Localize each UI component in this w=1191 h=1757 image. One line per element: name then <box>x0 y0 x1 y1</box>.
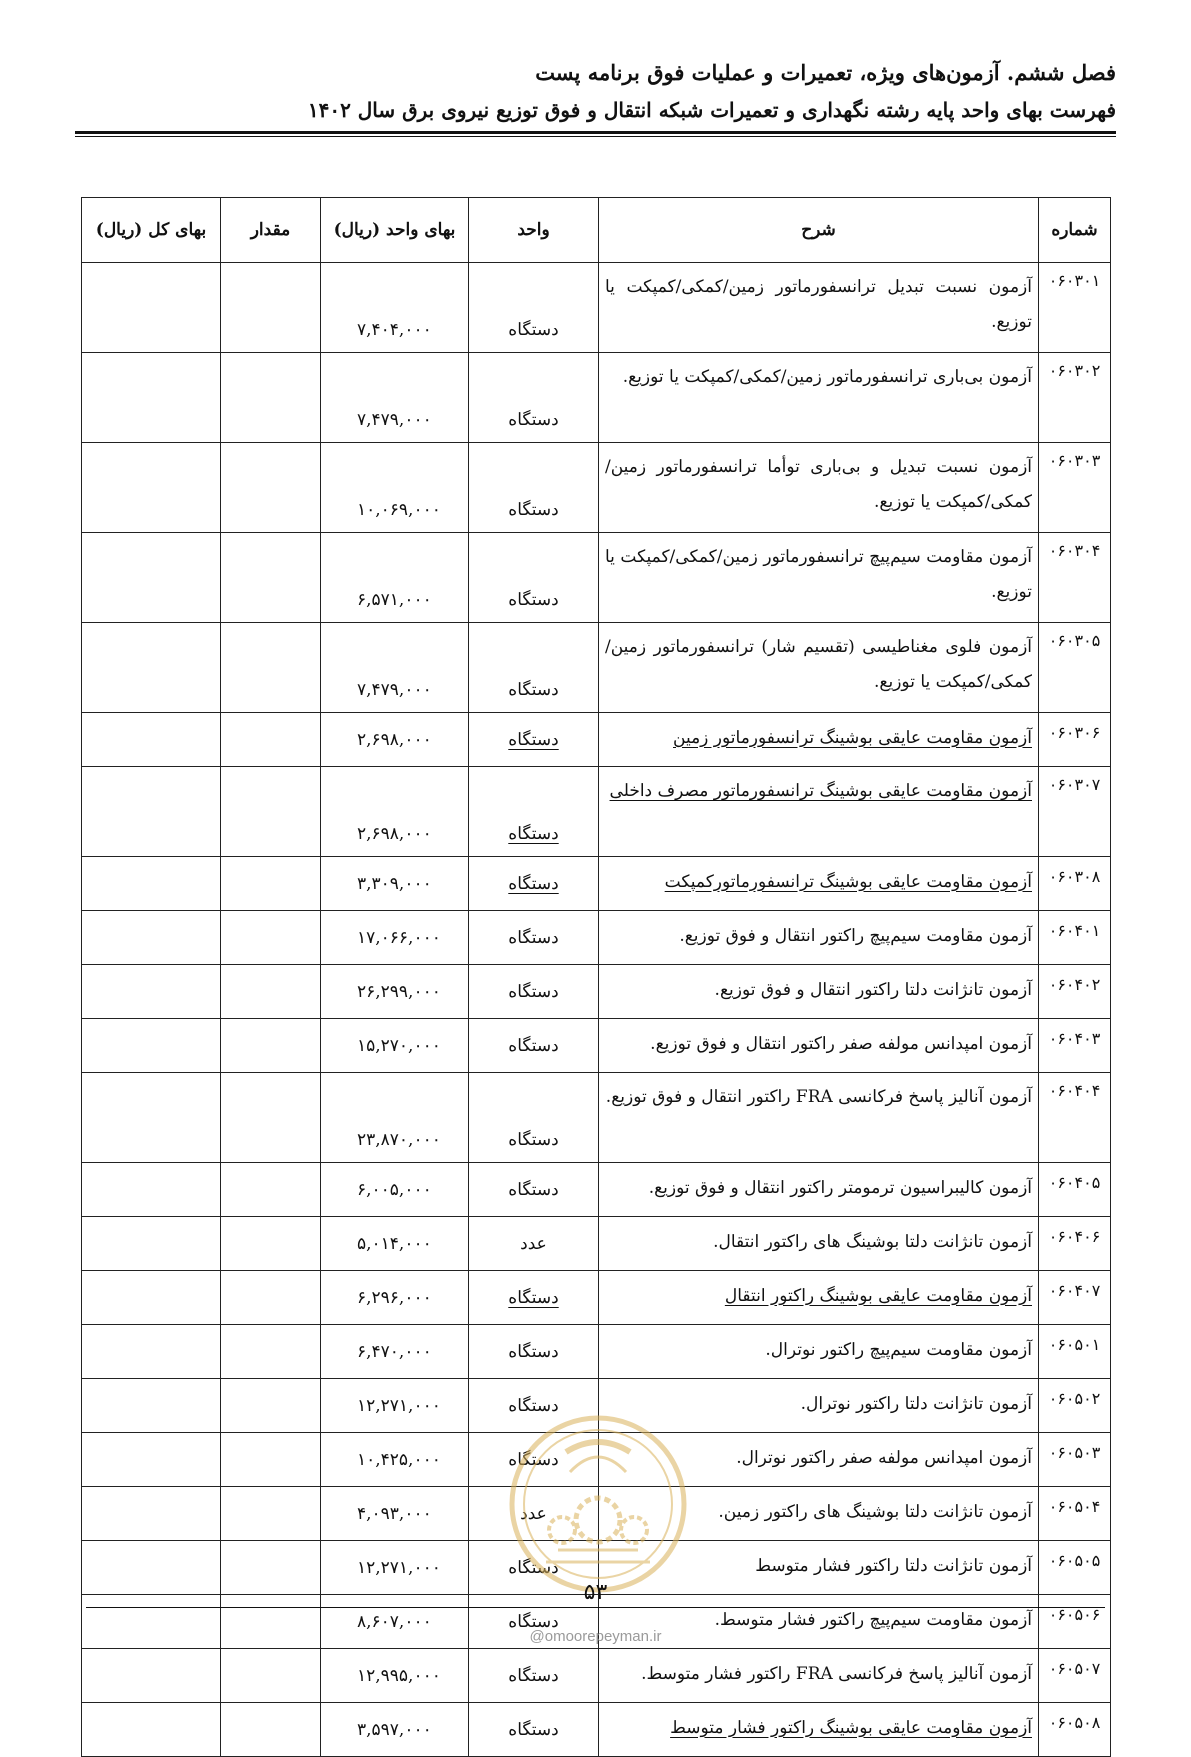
row-total-price <box>82 767 221 857</box>
col-header-quantity: مقدار <box>221 198 321 263</box>
row-code: ۰۶۰۵۰۳ <box>1039 1433 1111 1487</box>
row-total-price <box>82 1379 221 1433</box>
row-total-price <box>82 965 221 1019</box>
row-description: آزمون کالیبراسیون ترمومتر راکتور انتقال و فوق توزیع. <box>599 1163 1039 1217</box>
row-code: ۰۶۰۵۰۱ <box>1039 1325 1111 1379</box>
row-total-price <box>82 623 221 713</box>
row-code: ۰۶۰۳۰۴ <box>1039 533 1111 623</box>
row-quantity[interactable] <box>221 911 321 965</box>
row-quantity[interactable] <box>221 1163 321 1217</box>
row-unit: دستگاه <box>469 713 599 767</box>
row-description: آزمون امپدانس مولفه صفر راکتور انتقال و فوق توزیع. <box>599 1019 1039 1073</box>
table-row <box>82 353 1111 443</box>
row-unit: دستگاه <box>469 1433 599 1487</box>
col-header-number: شماره <box>1039 198 1111 263</box>
row-code: ۰۶۰۴۰۶ <box>1039 1217 1111 1271</box>
row-unit: دستگاه <box>469 1649 599 1703</box>
footer-rule <box>86 1607 1105 1608</box>
row-quantity[interactable] <box>221 713 321 767</box>
row-unit-price: ۱۰,۰۶۹,۰۰۰ <box>321 443 469 533</box>
row-code: ۰۶۰۴۰۴ <box>1039 1073 1111 1163</box>
row-unit: دستگاه <box>469 911 599 965</box>
row-unit-price: ۴,۰۹۳,۰۰۰ <box>321 1487 469 1541</box>
col-header-description: شرح <box>599 198 1039 263</box>
row-quantity[interactable] <box>221 533 321 623</box>
table-row <box>82 443 1111 533</box>
row-quantity[interactable] <box>221 1433 321 1487</box>
row-description: آزمون تانژانت دلتا راکتور انتقال و فوق توزیع. <box>599 965 1039 1019</box>
row-total-price <box>82 857 221 911</box>
row-total-price <box>82 1271 221 1325</box>
row-code: ۰۶۰۳۰۳ <box>1039 443 1111 533</box>
row-code: ۰۶۰۵۰۴ <box>1039 1487 1111 1541</box>
row-quantity[interactable] <box>221 965 321 1019</box>
row-unit: دستگاه <box>469 1163 599 1217</box>
row-total-price <box>82 1217 221 1271</box>
table-row <box>82 263 1111 353</box>
row-total-price <box>82 1703 221 1757</box>
row-unit-price: ۱۲,۹۹۵,۰۰۰ <box>321 1649 469 1703</box>
row-description: آزمون فلوی مغناطیسی (تقسیم شار) ترانسفورماتور زمین/کمکی/کمپکت یا توزیع. <box>599 623 1039 713</box>
row-code: ۰۶۰۵۰۷ <box>1039 1649 1111 1703</box>
row-unit-price: ۲,۶۹۸,۰۰۰ <box>321 713 469 767</box>
row-code: ۰۶۰۵۰۵ <box>1039 1541 1111 1595</box>
row-unit-price: ۱۵,۲۷۰,۰۰۰ <box>321 1019 469 1073</box>
row-description: آزمون مقاومت سیم‌پیچ راکتور انتقال و فوق توزیع. <box>599 911 1039 965</box>
row-unit-price: ۷,۴۰۴,۰۰۰ <box>321 263 469 353</box>
row-total-price <box>82 1649 221 1703</box>
row-total-price <box>82 1073 221 1163</box>
row-code: ۰۶۰۵۰۲ <box>1039 1379 1111 1433</box>
row-total-price <box>82 1163 221 1217</box>
col-header-unit-price: بهای واحد (ریال) <box>321 198 469 263</box>
row-total-price <box>82 443 221 533</box>
row-description: آزمون مقاومت عایقی بوشینگ راکتور فشار متوسط <box>599 1703 1039 1757</box>
col-header-total-price: بهای کل (ریال) <box>82 198 221 263</box>
row-total-price <box>82 263 221 353</box>
row-unit-price: ۱۲,۲۷۱,۰۰۰ <box>321 1379 469 1433</box>
table-row <box>82 713 1111 767</box>
row-description: آزمون بی‌باری ترانسفورماتور زمین/کمکی/کمپکت یا توزیع. <box>599 353 1039 443</box>
row-unit-price: ۶,۰۰۵,۰۰۰ <box>321 1163 469 1217</box>
row-description: آزمون مقاومت عایقی بوشینگ ترانسفورماتورکمپکت <box>599 857 1039 911</box>
row-code: ۰۶۰۵۰۸ <box>1039 1703 1111 1757</box>
row-quantity[interactable] <box>221 353 321 443</box>
row-unit-price: ۶,۵۷۱,۰۰۰ <box>321 533 469 623</box>
row-code: ۰۶۰۳۰۸ <box>1039 857 1111 911</box>
row-unit: دستگاه <box>469 623 599 713</box>
table-row <box>82 1649 1111 1703</box>
row-description: آزمون مقاومت عایقی بوشینگ ترانسفورماتور زمین <box>599 713 1039 767</box>
row-description: آزمون مقاومت سیم‌پیچ راکتور فشار متوسط. <box>599 1595 1039 1649</box>
row-total-price <box>82 533 221 623</box>
row-description: آزمون مقاومت عایقی بوشینگ ترانسفورماتور مصرف داخلی <box>599 767 1039 857</box>
table-row <box>82 1271 1111 1325</box>
row-unit-price: ۷,۴۷۹,۰۰۰ <box>321 353 469 443</box>
row-code: ۰۶۰۴۰۲ <box>1039 965 1111 1019</box>
row-unit: دستگاه <box>469 1325 599 1379</box>
col-header-unit: واحد <box>469 198 599 263</box>
header-rule-thin <box>75 136 1116 137</box>
row-unit-price: ۸,۶۰۷,۰۰۰ <box>321 1595 469 1649</box>
row-code: ۰۶۰۳۰۲ <box>1039 353 1111 443</box>
row-code: ۰۶۰۴۰۳ <box>1039 1019 1111 1073</box>
row-description: آزمون نسبت تبدیل ترانسفورماتور زمین/کمکی/کمپکت یا توزیع. <box>599 263 1039 353</box>
row-unit: دستگاه <box>469 263 599 353</box>
row-unit: دستگاه <box>469 1073 599 1163</box>
row-unit: دستگاه <box>469 1019 599 1073</box>
row-quantity[interactable] <box>221 1649 321 1703</box>
row-unit-price: ۱۷,۰۶۶,۰۰۰ <box>321 911 469 965</box>
row-unit-price: ۲,۶۹۸,۰۰۰ <box>321 767 469 857</box>
row-unit-price: ۲۳,۸۷۰,۰۰۰ <box>321 1073 469 1163</box>
row-description: آزمون مقاومت عایقی بوشینگ راکتور انتقال <box>599 1271 1039 1325</box>
row-code: ۰۶۰۳۰۷ <box>1039 767 1111 857</box>
row-total-price <box>82 911 221 965</box>
row-description: آزمون نسبت تبدیل و بی‌باری توأما ترانسفورماتور زمین/کمکی/کمپکت یا توزیع. <box>599 443 1039 533</box>
row-description: آزمون آنالیز پاسخ فرکانسی FRA راکتور انتقال و فوق توزیع. <box>599 1073 1039 1163</box>
row-description: آزمون تانژانت دلتا بوشینگ های راکتور انتقال. <box>599 1217 1039 1271</box>
row-unit-price: ۱۲,۲۷۱,۰۰۰ <box>321 1541 469 1595</box>
row-quantity[interactable] <box>221 1019 321 1073</box>
row-description: آزمون تانژانت دلتا بوشینگ های راکتور زمین. <box>599 1487 1039 1541</box>
row-code: ۰۶۰۵۰۶ <box>1039 1595 1111 1649</box>
row-quantity[interactable] <box>221 767 321 857</box>
row-unit-price: ۲۶,۲۹۹,۰۰۰ <box>321 965 469 1019</box>
page-number: ۵۳ <box>583 1580 608 1605</box>
row-quantity[interactable] <box>221 1703 321 1757</box>
row-code: ۰۶۰۳۰۶ <box>1039 713 1111 767</box>
row-unit: دستگاه <box>469 1271 599 1325</box>
table-row <box>82 1325 1111 1379</box>
row-unit: دستگاه <box>469 857 599 911</box>
row-code: ۰۶۰۴۰۵ <box>1039 1163 1111 1217</box>
table-row <box>82 911 1111 965</box>
row-quantity[interactable] <box>221 1487 321 1541</box>
table-row <box>82 623 1111 713</box>
row-unit-price: ۶,۴۷۰,۰۰۰ <box>321 1325 469 1379</box>
row-total-price <box>82 1019 221 1073</box>
row-total-price <box>82 1487 221 1541</box>
row-unit-price: ۳,۵۹۷,۰۰۰ <box>321 1703 469 1757</box>
table-row <box>82 1163 1111 1217</box>
table-row <box>82 1703 1111 1757</box>
row-unit: دستگاه <box>469 443 599 533</box>
row-description: آزمون آنالیز پاسخ فرکانسی FRA راکتور فشار متوسط. <box>599 1649 1039 1703</box>
row-code: ۰۶۰۴۰۷ <box>1039 1271 1111 1325</box>
chapter-title: فصل ششم. آزمون‌های ویژه، تعمیرات و عملیات فوق برنامه پست <box>535 60 1116 85</box>
document-title: فهرست بهای واحد پایه رشته نگهداری و تعمیرات شبکه انتقال و فوق توزیع نیروی برق سال ۱۴۰۲ <box>307 98 1116 122</box>
table-header-row <box>82 198 1111 263</box>
row-unit-price: ۶,۲۹۶,۰۰۰ <box>321 1271 469 1325</box>
row-unit: دستگاه <box>469 1703 599 1757</box>
row-unit-price: ۳,۳۰۹,۰۰۰ <box>321 857 469 911</box>
row-unit: دستگاه <box>469 353 599 443</box>
row-unit: دستگاه <box>469 1541 599 1595</box>
row-description: آزمون امپدانس مولفه صفر راکتور نوترال. <box>599 1433 1039 1487</box>
row-unit: دستگاه <box>469 1379 599 1433</box>
row-quantity[interactable] <box>221 1271 321 1325</box>
table-row <box>82 965 1111 1019</box>
row-quantity[interactable] <box>221 1325 321 1379</box>
row-quantity[interactable] <box>221 263 321 353</box>
row-unit: عدد <box>469 1217 599 1271</box>
row-code: ۰۶۰۳۰۱ <box>1039 263 1111 353</box>
row-quantity[interactable] <box>221 1379 321 1433</box>
row-unit: دستگاه <box>469 533 599 623</box>
table-row <box>82 1217 1111 1271</box>
row-description: آزمون تانژانت دلتا راکتور فشار متوسط <box>599 1541 1039 1595</box>
row-code: ۰۶۰۴۰۱ <box>1039 911 1111 965</box>
table-row <box>82 767 1111 857</box>
row-total-price <box>82 713 221 767</box>
row-unit-price: ۷,۴۷۹,۰۰۰ <box>321 623 469 713</box>
row-unit: دستگاه <box>469 767 599 857</box>
table-row <box>82 857 1111 911</box>
table-row <box>82 533 1111 623</box>
table-row <box>82 1073 1111 1163</box>
row-unit: عدد <box>469 1487 599 1541</box>
row-code: ۰۶۰۳۰۵ <box>1039 623 1111 713</box>
header-rule-thick <box>75 131 1116 134</box>
row-unit-price: ۱۰,۴۲۵,۰۰۰ <box>321 1433 469 1487</box>
row-total-price <box>82 1433 221 1487</box>
row-quantity[interactable] <box>221 1217 321 1271</box>
row-quantity[interactable] <box>221 623 321 713</box>
row-quantity[interactable] <box>221 443 321 533</box>
row-description: آزمون تانژانت دلتا راکتور نوترال. <box>599 1379 1039 1433</box>
row-total-price <box>82 1325 221 1379</box>
watermark-text: @omoorepeyman.ir <box>529 1628 662 1645</box>
row-unit-price: ۵,۰۱۴,۰۰۰ <box>321 1217 469 1271</box>
table-row <box>82 1019 1111 1073</box>
row-description: آزمون مقاومت سیم‌پیچ ترانسفورماتور زمین/کمکی/کمپکت یا توزیع. <box>599 533 1039 623</box>
row-quantity[interactable] <box>221 1073 321 1163</box>
row-quantity[interactable] <box>221 857 321 911</box>
row-description: آزمون مقاومت سیم‌پیچ راکتور نوترال. <box>599 1325 1039 1379</box>
row-unit: دستگاه <box>469 1595 599 1649</box>
watermark-seal-logo <box>506 1412 690 1596</box>
row-total-price <box>82 353 221 443</box>
row-unit: دستگاه <box>469 965 599 1019</box>
